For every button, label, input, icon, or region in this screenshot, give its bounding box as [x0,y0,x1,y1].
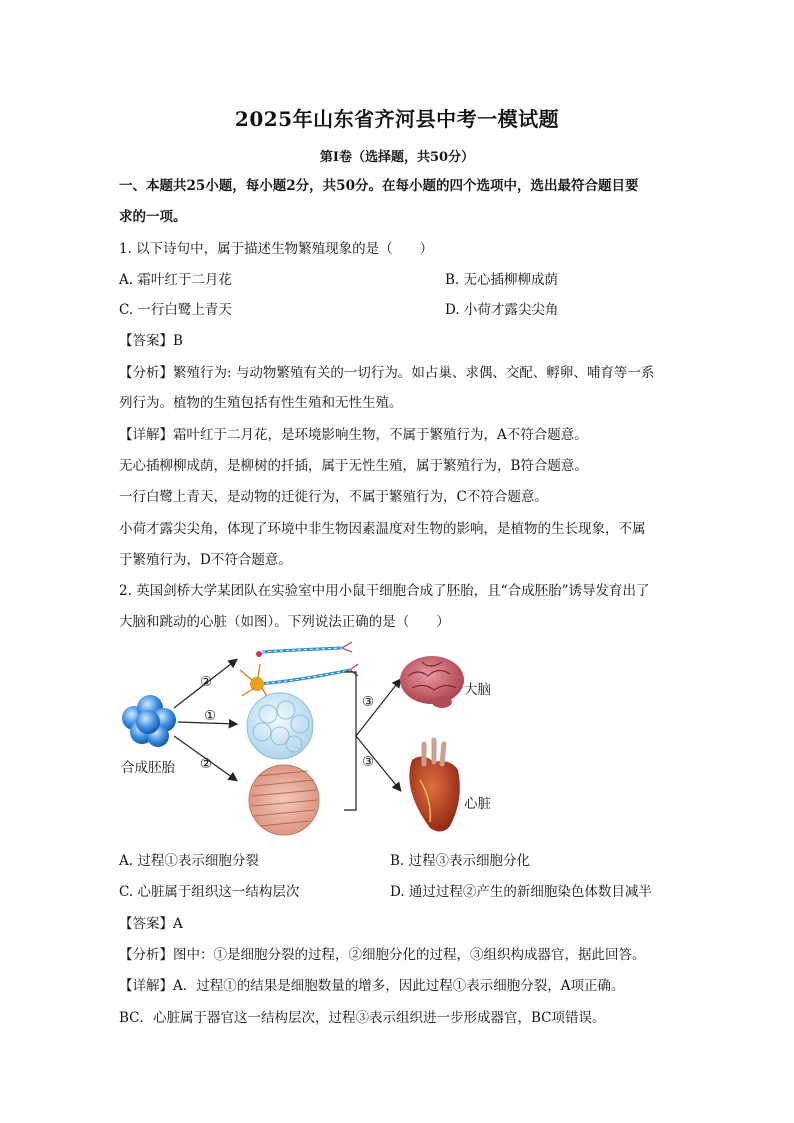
q2-analysis: 【分析】图中：①是细胞分裂的过程，②细胞分化的过程，③组织构成器官，据此回答。 [119,947,646,963]
q1-option-b: B. 无心插柳柳成荫 [445,272,559,288]
q1-detail-line-2: 无心插柳柳成荫，是柳树的扦插，属于无性生殖，属于繁殖行为，B符合题意。 [119,458,588,474]
q1-option-d: D. 小荷才露尖尖角 [445,302,559,318]
process-2-top-label: ② [200,674,213,690]
q1-analysis-line-1: 【分析】繁殖行为: 与动物繁殖有关的一切行为。如占巢、求偶、交配、孵卵、哺育等一系 [119,365,655,381]
muscle-tissue-image [249,765,319,835]
instruction-line-1: 一、本题共25小题，每小题2分，共50分。在每小题的四个选项中，选出最符合题目要 [119,178,639,194]
q2-option-a: A. 过程①表示细胞分裂 [119,853,259,869]
process-3-bottom-label: ③ [362,754,375,770]
process-1-label: ① [204,708,217,724]
q2-option-c: C. 心脏属于组织这一结构层次 [119,884,300,900]
q1-detail-line-5: 于繁殖行为，D不符合题意。 [119,552,292,568]
instruction-line-2: 求的一项。 [119,209,187,225]
embryo-label: 合成胚胎 [121,760,175,776]
process-3-top-label: ③ [362,694,375,710]
q2-stem-line-1: 2. 英国剑桥大学某团队在实验室中用小鼠干细胞合成了胚胎，且“合成胚胎”诱导发育出了 [119,583,650,599]
brain-label: 大脑 [464,682,491,698]
heart-image [409,740,459,832]
q1-option-c: C. 一行白鹭上青天 [119,302,232,318]
q1-stem: 1. 以下诗句中，属于描述生物繁殖现象的是（ ） [119,241,434,257]
heart-label: 心脏 [464,796,491,812]
q1-detail-line-4: 小荷才露尖尖角，体现了环境中非生物因素温度对生物的影响，是植物的生长现象，不属 [119,521,646,537]
q1-detail-line-3: 一行白鹭上青天，是动物的迁徙行为，不属于繁殖行为，C不符合题意。 [119,489,548,505]
exam-title: 2025年山东省齐河县中考一模试题 [234,107,560,131]
q2-detail-line-1: 【详解】A．过程①的结果是细胞数量的增多，因此过程①表示细胞分裂，A项正确。 [119,978,625,994]
neuron-image [240,642,358,698]
q1-answer: 【答案】B [119,333,183,349]
q2-stem-line-2: 大脑和跳动的心脏（如图）。下列说法正确的是（ ） [119,614,450,630]
tissue-cell-mass-image [247,693,313,759]
q2-answer: 【答案】A [119,916,183,932]
q1-detail-line-1: 【详解】霜叶红于二月花，是环境影响生物，不属于繁殖行为，A不符合题意。 [119,427,588,443]
embryo-cluster-image [122,695,176,747]
brain-image [400,656,464,708]
q1-option-a: A. 霜叶红于二月花 [119,272,232,288]
section-subtitle: 第Ⅰ卷（选择题，共50分） [319,150,475,165]
q2-option-b: B. 过程③表示细胞分化 [390,853,531,869]
q1-analysis-line-2: 列行为。植物的生殖包括有性生殖和无性生殖。 [119,395,403,411]
process-2-bottom-label: ② [200,756,213,772]
embryo-development-figure [112,640,532,840]
grouping-bracket [344,672,356,810]
q2-detail-line-2: BC．心脏属于器官这一结构层次，过程③表示组织进一步形成器官，BC项错误。 [119,1010,606,1026]
q2-option-d: D. 通过过程②产生的新细胞染色体数目减半 [390,884,652,900]
